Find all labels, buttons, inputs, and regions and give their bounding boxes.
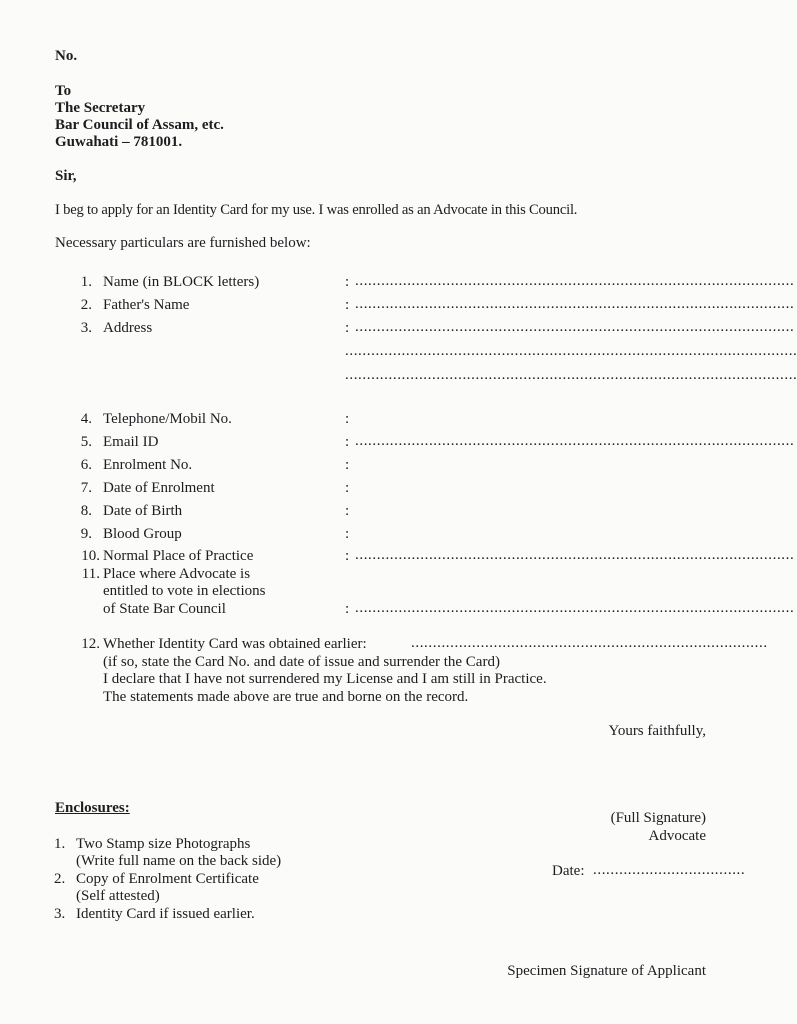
place-of-practice-input-line[interactable]: ..................................................................................................... <box>355 547 795 563</box>
enclosure-1-line-1: Two Stamp size Photographs <box>76 836 251 852</box>
colon: : <box>345 548 350 564</box>
field-label-place-of-practice: Normal Place of Practice <box>103 548 254 564</box>
to-label: To <box>55 83 72 99</box>
field-label-date-of-enrolment: Date of Enrolment <box>103 480 215 496</box>
field-number: 8. <box>80 503 92 519</box>
field-label-blood-group: Blood Group <box>103 526 182 542</box>
advocate-label: Advocate <box>648 828 706 844</box>
address-input-line-3[interactable]: ........................................................................................................ <box>345 367 797 383</box>
field-label-voting-place-line-1: Place where Advocate is <box>103 566 251 582</box>
field-number: 6. <box>80 457 92 473</box>
enclosure-3-line-1: Identity Card if issued earlier. <box>76 906 255 922</box>
identity-card-answer-line[interactable]: .................................................................................. <box>411 635 768 651</box>
field-label-fathers-name: Father's Name <box>103 297 190 313</box>
salutation: Sir, <box>55 168 77 184</box>
full-signature-label: (Full Signature) <box>610 810 706 826</box>
field-number: 12. <box>81 636 100 652</box>
declaration-line-2: The statements made above are true and borne on the record. <box>103 689 469 705</box>
identity-card-note: (if so, state the Card No. and date of issue and surrender the Card) <box>103 654 500 670</box>
addressee-line-1: The Secretary <box>55 100 146 116</box>
colon: : <box>345 503 350 519</box>
closing: Yours faithfully, <box>608 723 706 739</box>
enclosure-2-line-1: Copy of Enrolment Certificate <box>76 871 259 887</box>
colon: : <box>345 434 350 450</box>
field-label-email: Email ID <box>103 434 159 450</box>
colon: : <box>345 320 350 336</box>
colon: : <box>345 480 350 496</box>
addressee-line-2: Bar Council of Assam, etc. <box>55 117 224 133</box>
date-label: Date: <box>552 863 585 879</box>
field-label-voting-place-line-3: of State Bar Council <box>103 601 226 617</box>
field-number: 2. <box>80 297 92 313</box>
name-input-line[interactable]: ..................................................................................................... <box>355 273 795 289</box>
particulars-intro: Necessary particulars are furnished below: <box>55 235 311 251</box>
intro-paragraph: I beg to apply for an Identity Card for my use. I was enrolled as an Advocate in this Council. <box>55 202 578 218</box>
colon: : <box>345 526 350 542</box>
enclosure-number: 2. <box>54 871 66 887</box>
colon: : <box>345 297 350 313</box>
declaration-line-1: I declare that I have not surrendered my License and I am still in Practice. <box>103 671 547 687</box>
field-number: 9. <box>80 526 92 542</box>
field-label-telephone: Telephone/Mobil No. <box>103 411 232 427</box>
field-label-enrolment-no: Enrolment No. <box>103 457 193 473</box>
field-number: 11. <box>81 566 100 582</box>
reference-number-label: No. <box>55 48 78 64</box>
field-label-address: Address <box>103 320 153 336</box>
fathers-name-input-line[interactable]: ..................................................................................................... <box>355 296 795 312</box>
enclosure-number: 3. <box>54 906 66 922</box>
enclosure-1-line-2: (Write full name on the back side) <box>76 853 282 869</box>
addressee-line-3: Guwahati – 781001. <box>55 134 183 150</box>
colon: : <box>345 601 350 617</box>
address-input-line-2[interactable]: ........................................................................................................ <box>345 343 797 359</box>
field-number: 3. <box>80 320 92 336</box>
field-number: 7. <box>80 480 92 496</box>
identity-card-question: Whether Identity Card was obtained earlier: <box>103 636 367 652</box>
colon: : <box>345 411 350 427</box>
field-number: 4. <box>80 411 92 427</box>
field-number: 10. <box>81 548 100 564</box>
date-input-line[interactable]: ................................... <box>593 862 746 878</box>
field-number: 5. <box>80 434 92 450</box>
field-label-name: Name (in BLOCK letters) <box>103 274 260 290</box>
voting-place-input-line[interactable]: ..................................................................................................... <box>355 600 795 616</box>
field-label-voting-place-line-2: entitled to vote in elections <box>103 583 266 599</box>
enclosures-title: Enclosures: <box>55 800 130 816</box>
field-label-date-of-birth: Date of Birth <box>103 503 183 519</box>
enclosure-number: 1. <box>54 836 66 852</box>
address-input-line-1[interactable]: ..................................................................................................... <box>355 319 795 335</box>
specimen-signature-label: Specimen Signature of Applicant <box>507 963 706 979</box>
field-number: 1. <box>80 274 92 290</box>
colon: : <box>345 457 350 473</box>
enclosure-2-line-2: (Self attested) <box>76 888 160 904</box>
email-input-line[interactable]: ..................................................................................................... <box>355 433 795 449</box>
colon: : <box>345 274 350 290</box>
